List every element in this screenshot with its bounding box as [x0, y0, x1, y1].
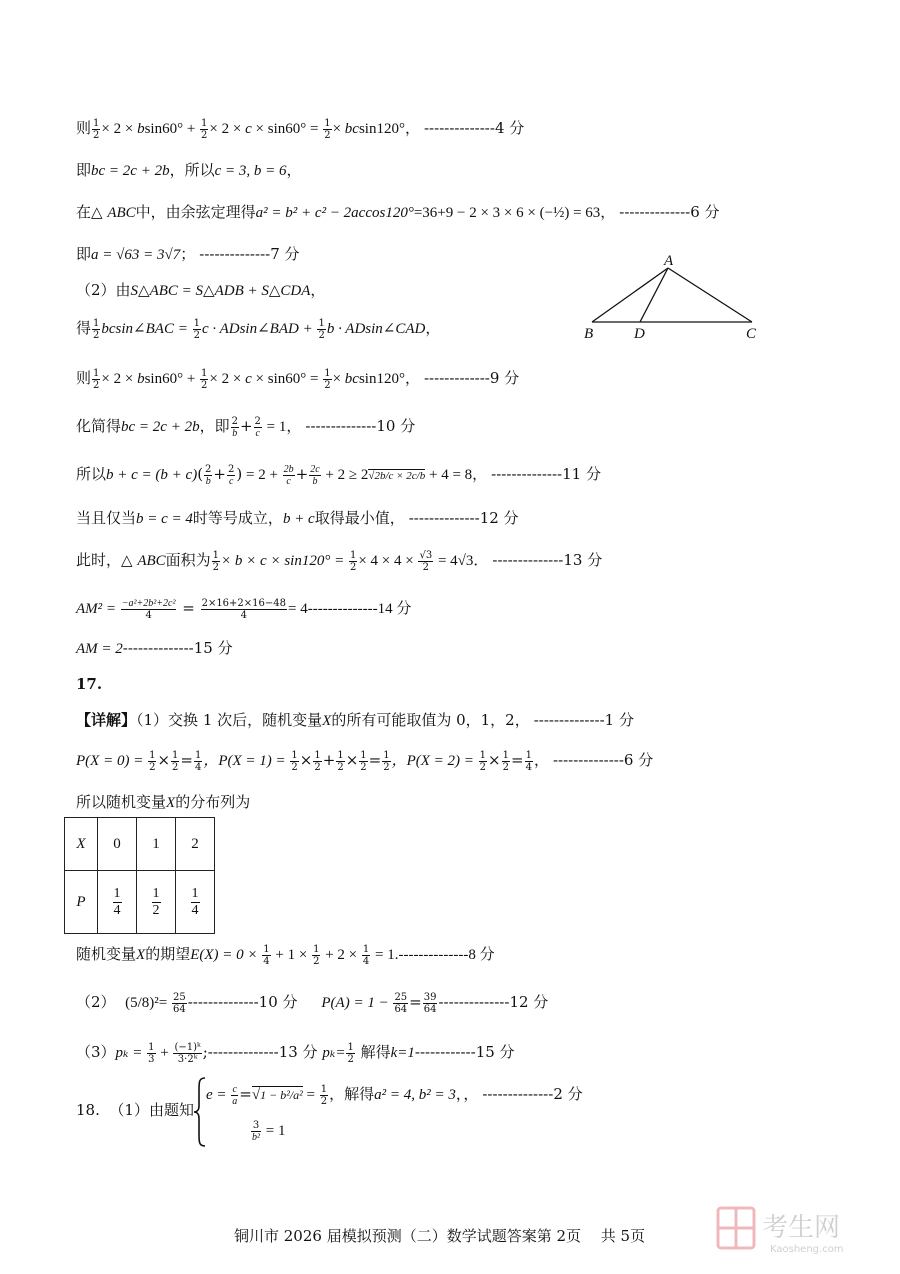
- line-4: 即a = √63 = 3√7； --------------7 分: [76, 245, 300, 263]
- line-21: 18. （1）由题知: [76, 1101, 194, 1119]
- line-12: AM² = $\frac{\text{−a²+2b²+2c²}}{4}$ = $\frac{2\times 16+2\times 16-48}{4}$ = 4--------------14 分: [76, 597, 412, 621]
- line-6: 得 $\frac{1}{2}$ bcsin∠BAC = $\frac{1}{2}$ c · ADsin∠BAD + $\frac{1}{2}$ b · ADsin∠CAD，: [76, 317, 441, 341]
- vertex-c-label: C: [746, 326, 757, 342]
- line-11: 此时，△ ABC面积为 $\frac{1}{2}$ × b × c × sin120° = $\frac{1}{2}$ × 4 × 4 × $\frac{√3}{2}$ = 4√3． --------------13 分: [76, 549, 603, 573]
- table-row: X 0 1 2: [65, 818, 215, 871]
- system-eq-2: $\frac{3}{\text{b²}}$ = 1: [252, 1119, 286, 1143]
- kaosheng-watermark-logo: [712, 1200, 892, 1260]
- line-1: 则 $\frac{1}{2}$ × 2 × bsin60° + $\frac{1}{2}$ × 2 × c × sin60° = $\frac{1}{2}$ × bcsin120°， --------------4 分: [76, 117, 525, 141]
- triangle-figure: [578, 252, 764, 344]
- watermark-cn: 考生网: [762, 1213, 841, 1243]
- segment-ad: [640, 268, 668, 322]
- distribution-table: [64, 817, 215, 934]
- line-2: 即bc = 2c + 2b，所以c = 3, b = 6，: [76, 161, 302, 179]
- line-10: 当且仅当b = c = 4时等号成立，b + c取得最小值， --------------12 分: [76, 509, 519, 527]
- watermark-en: Kaosheng.com: [770, 1244, 844, 1255]
- line-7: 则 $\frac{1}{2}$ × 2 × bsin60° + $\frac{1}{2}$ × 2 × c × sin60° = $\frac{1}{2}$ × bcsin120°， -------------9 分: [76, 367, 520, 391]
- line-13: AM = 2--------------15 分: [76, 639, 233, 657]
- page-footer: 铜川市 2026 届模拟预测（二）数学试题答案第 2页 共 5页: [234, 1227, 646, 1245]
- line-20: （3）pₖ = $\frac{1}{3}$ + $\frac{\text{(−1)ᵏ}}{\text{3·2ᵏ}}$ ;--------------13 分 pₖ= $\frac{1}{2}$ 解得k=1------------15 分: [76, 1041, 515, 1065]
- vertex-b-label: B: [584, 326, 594, 342]
- line-3: 在△ ABC中，由余弦定理得a² = b² + c² − 2accos120°=36+9 − 2 × 3 × 6 × (−½) = 63， --------------6 分: [76, 203, 720, 221]
- vertex-a-label: A: [664, 253, 674, 269]
- system-eq-1: e = $\frac{c}{a}$ =√1 − b²/a² = $\frac{1}{2}$ ，解得a² = 4, b² = 3，， --------------2 分: [206, 1083, 583, 1107]
- point-d-label: D: [634, 326, 645, 342]
- edge-ab: [592, 268, 668, 322]
- question-17-number: 17.: [76, 675, 103, 693]
- line-17: 所以随机变量X的分布列为: [76, 793, 251, 811]
- line-5: （2）由S△ABC = S△ADB + S△CDA，: [76, 281, 326, 299]
- line-9: 所以b + c = (b + c)( $\frac{2}{b}$ + $\frac{2}{c}$ ) = 2 + $\frac{2b}{c}$ + $\frac{2c}{b}$ + 2 ≥ 2√2b/c × 2c/b + 4 = 8， --------------11 分: [76, 463, 601, 487]
- line-19: （2） (5/8)²= $\frac{25}{64}$ --------------10 分 P(A) = 1 − $\frac{25}{64}$ = $\frac{39}{64}$ --------------12 分: [76, 991, 549, 1015]
- score-mark: --------------4 分: [423, 119, 525, 137]
- line-8: 化简得bc = 2c + 2b，即 $\frac{2}{b}$ + $\frac{2}{c}$ = 1， --------------10 分: [76, 415, 416, 439]
- left-brace-icon: [193, 1076, 207, 1148]
- edge-ac: [668, 268, 752, 322]
- line-16: P(X = 0) = $\frac{1}{2}$ × $\frac{1}{2}$ = $\frac{1}{4}$ ，P(X = 1) = $\frac{1}{2}$ × $\frac{1}{2}$ + $\frac{1}{2}$ × $\frac{1}{2}$ = $\frac{1}{2}$ ，P(X = 2) = $\frac{1}{2}$ × $\frac{1}{2}$ = $\frac{1}{4}$ ， --------------6 分: [76, 749, 654, 773]
- line-15: 【详解】（1）交换 1 次后，随机变量X的所有可能取值为 0，1，2， --------------1 分: [76, 711, 634, 729]
- line-18: 随机变量X的期望E(X) = 0 × $\frac{1}{4}$ + 1 × $\frac{1}{2}$ + 2 × $\frac{1}{4}$ = 1.--------------8 分: [76, 943, 495, 967]
- frac-half: $\frac{1}{2}$: [93, 117, 100, 141]
- l7-prefix: 则: [76, 369, 92, 387]
- table-row: P $\frac{1}{4}$ $\frac{1}{2}$ $\frac{1}{4}$: [65, 871, 215, 934]
